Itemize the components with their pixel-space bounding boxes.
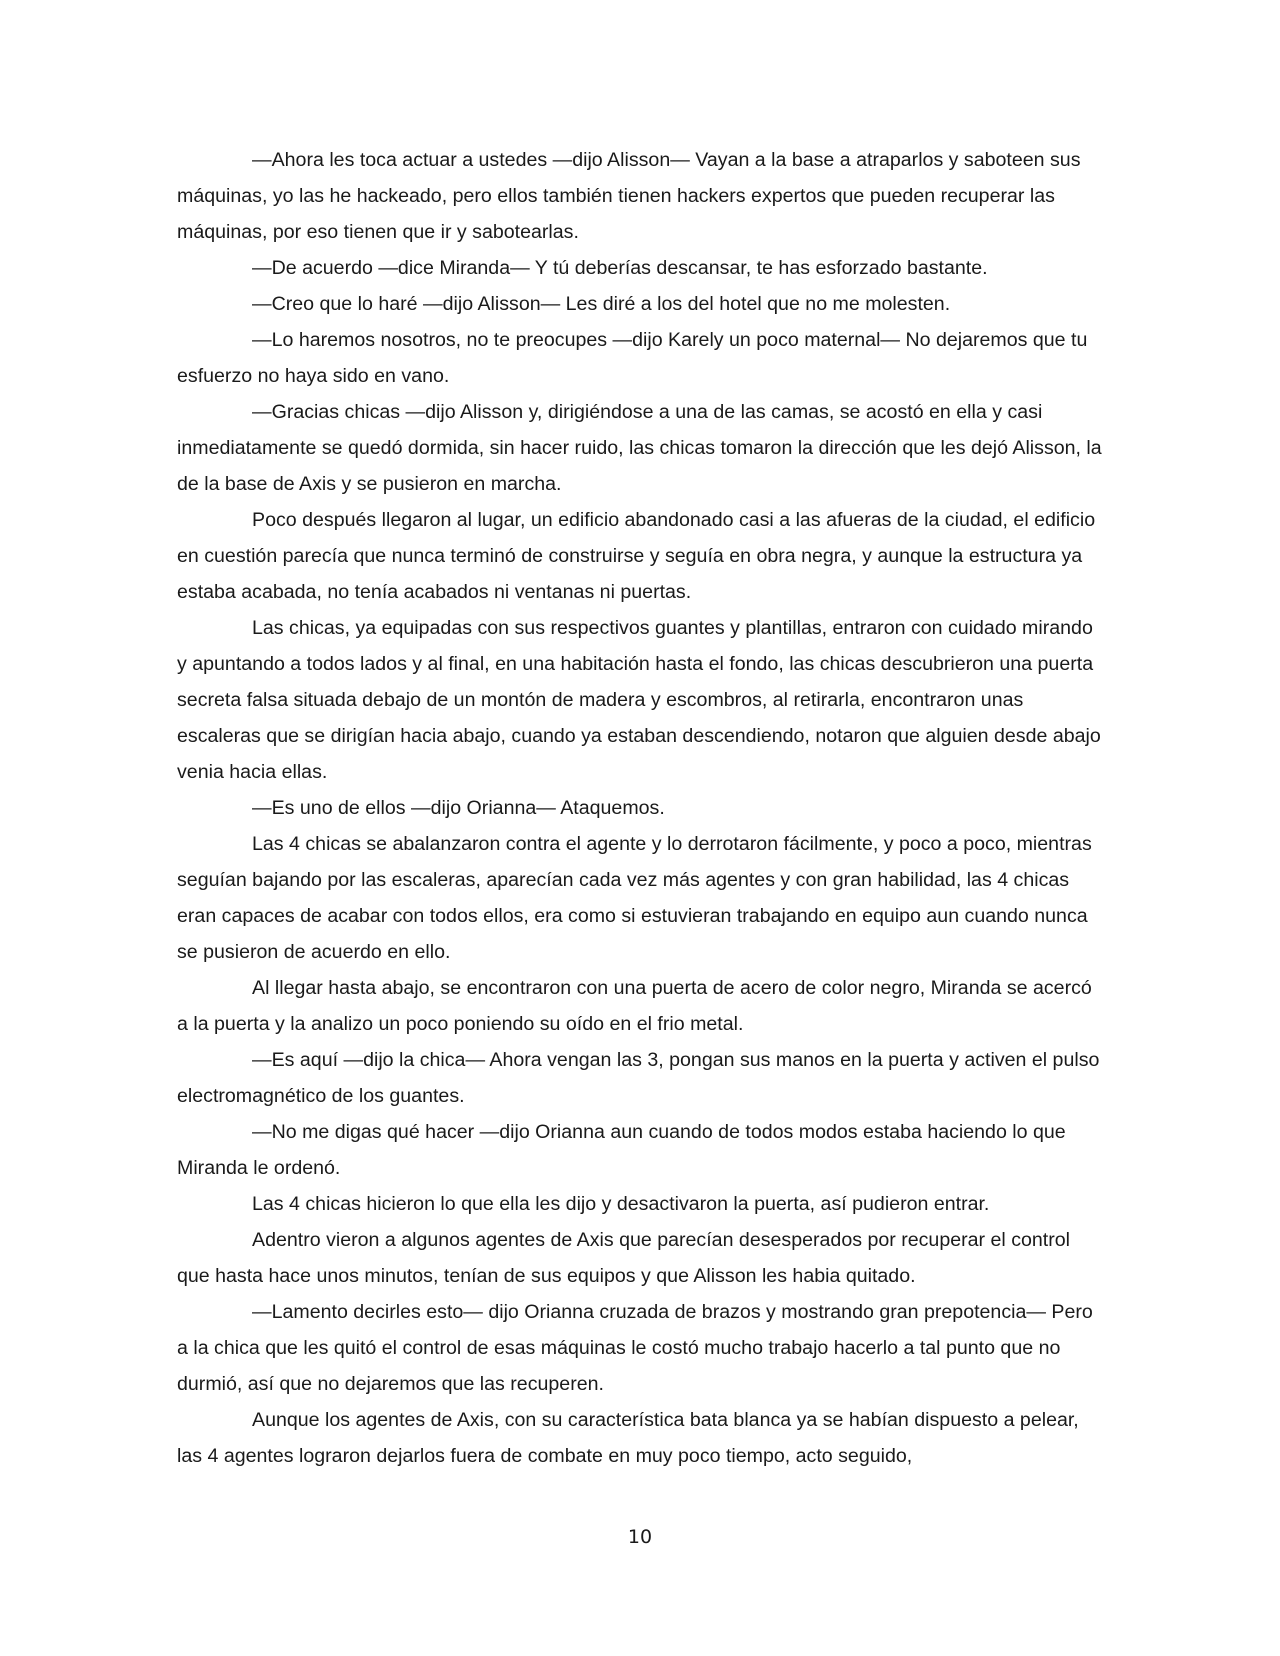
- paragraph: —Creo que lo haré —dijo Alisson— Les diré a los del hotel que no me molesten.: [252, 293, 951, 315]
- paragraph: —Lamento decirles esto— dijo Orianna cruzada de brazos y mostrando gran prepotencia— Pero a la chica que les quitó el control de esas máquinas le costó mucho trabajo hacerlo a tal punto que no durmió, así que no dejaremos que las recuperen.: [177, 1301, 1093, 1395]
- paragraph: —Es aquí —dijo la chica— Ahora vengan las 3, pongan sus manos en la puerta y activen el pulso electromagnético de los guantes.: [177, 1049, 1100, 1107]
- paragraph: Adentro vieron a algunos agentes de Axis que parecían desesperados por recuperar el control que hasta hace unos minutos, tenían de sus equipos y que Alisson les habia quitado.: [177, 1229, 1071, 1287]
- paragraph: Poco después llegaron al lugar, un edificio abandonado casi a las afueras de la ciudad, el edificio en cuestión parecía que nunca terminó de construirse y seguía en obra negra, y aunque la estructura ya estaba acabada, no tenía acabados ni ventanas ni puertas.: [177, 509, 1096, 603]
- paragraph: —De acuerdo —dice Miranda— Y tú deberías descansar, te has esforzado bastante.: [252, 257, 988, 279]
- paragraph: Aunque los agentes de Axis, con su característica bata blanca ya se habían dispuesto a pelear, las 4 agentes lograron dejarlos fuera de combate en muy poco tiempo, acto seguido,: [177, 1409, 1079, 1467]
- paragraph: —Gracias chicas —dijo Alisson y, dirigiéndose a una de las camas, se acostó en ella y casi inmediatamente se quedó dormida, sin hacer ruido, las chicas tomaron la dirección que les dejó Alisson, la de la base de Axis y se pusieron en marcha.: [177, 401, 1102, 495]
- paragraph: Las chicas, ya equipadas con sus respectivos guantes y plantillas, entraron con cuidado mirando y apuntando a todos lados y al final, en una habitación hasta el fondo, las chicas descubrieron una puerta secreta falsa situada debajo de un montón de madera y escombros, al retirarla, encontraron unas escaleras que se dirigían hacia abajo, cuando ya estaban descendiendo, notaron que alguien desde abajo venia hacia ellas.: [177, 617, 1101, 783]
- paragraph: —No me digas qué hacer —dijo Orianna aun cuando de todos modos estaba haciendo lo que Miranda le ordenó.: [177, 1121, 1066, 1179]
- page-number: 10: [627, 1526, 653, 1548]
- paragraph: Las 4 chicas hicieron lo que ella les dijo y desactivaron la puerta, así pudieron entrar.: [252, 1193, 990, 1215]
- body-text: [177, 142, 1105, 1474]
- paragraph: —Lo haremos nosotros, no te preocupes —dijo Karely un poco maternal— No dejaremos que tu esfuerzo no haya sido en vano.: [177, 329, 1088, 387]
- paragraph: —Es uno de ellos —dijo Orianna— Ataquemos.: [252, 797, 665, 819]
- paragraph: Al llegar hasta abajo, se encontraron con una puerta de acero de color negro, Miranda se acercó a la puerta y la analizo un poco poniendo su oído en el frio metal.: [177, 977, 1092, 1035]
- paragraph: —Ahora les toca actuar a ustedes —dijo Alisson— Vayan a la base a atraparlos y saboteen sus máquinas, yo las he hackeado, pero ellos también tienen hackers expertos que pueden recuperar las máquinas, por eso tienen que ir y sabotearlas.: [177, 149, 1081, 243]
- paragraph: Las 4 chicas se abalanzaron contra el agente y lo derrotaron fácilmente, y poco a poco, mientras seguían bajando por las escaleras, aparecían cada vez más agentes y con gran habilidad, las 4 chicas eran capaces de acabar con todos ellos, era como si estuvieran trabajando en equipo aun cuando nunca se pusieron de acuerdo en ello.: [177, 833, 1092, 963]
